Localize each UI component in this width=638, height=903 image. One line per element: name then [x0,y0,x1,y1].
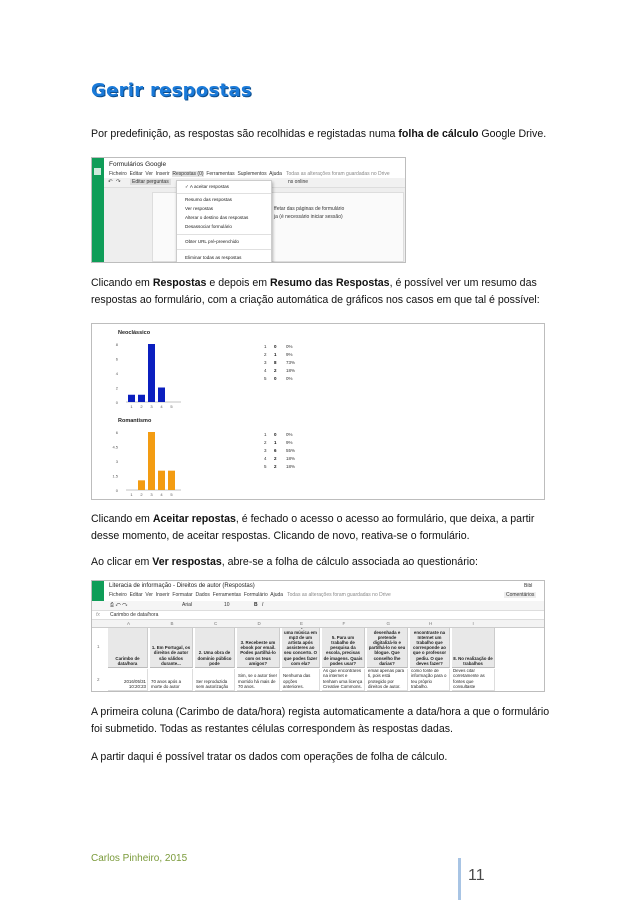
data-cell[interactable] [195,669,235,691]
menu-divider [177,193,271,194]
menu-item-resumo[interactable]: Resumo das respostas [185,197,232,202]
header-cell[interactable] [322,628,365,668]
text-run: Clicando em [91,513,153,525]
table-category: 4 [264,456,267,461]
bar [138,480,145,490]
header-text: desenhada e pretende digitalizá-lo e partilhá-lo no seu blogue. Que conselho lhe darias? [368,629,406,666]
table-category: 4 [264,368,267,373]
bold-run: Resumo das Respostas [270,277,390,289]
menu-ajuda[interactable]: Ajuda [270,592,284,598]
x-tick-label: 4 [160,492,163,497]
data-cell[interactable] [367,669,408,691]
cell-text: 70 anos após a morte do autor [151,678,182,689]
check-icon: ✓ [185,184,190,189]
menu-suplementos[interactable]: Suplementos [237,171,267,177]
sheet-menubar [109,592,391,598]
table-percent: 9% [286,440,293,445]
data-cell[interactable] [322,669,365,691]
view-paragraph [91,554,561,571]
text-run: , é fechado o acesso o acesso ao formulário, que deixa, a partir desse momento, de aceitar respostas. Clicando de novo, reativa-se o formulário. [91,513,535,542]
table-category: 3 [264,448,267,453]
table-percent: 0% [286,376,293,381]
y-tick-label: 1.5 [112,473,118,479]
header-text: 8. No realização de trabalhos [453,655,493,666]
menu-item-eliminar[interactable]: Eliminar todas as respostas [185,255,242,260]
table-percent: 0% [286,432,293,437]
table-percent: 55% [286,448,296,453]
header-text: uma música em mp3 de um artista após assisteres ao seu concerto. O que podes fazer com ela? [283,629,318,666]
table-category: 1 [264,344,267,349]
column-letter[interactable]: E [300,621,304,626]
italic-icon[interactable]: I [262,602,264,608]
y-tick-label: 3 [115,459,118,464]
table-percent: 0% [286,344,293,349]
sheet-screenshot [91,580,545,692]
bar [148,432,155,490]
forms-app-title: Formulários Google [109,161,167,168]
menu-item-desassociar[interactable]: Desassociar formulário [185,224,232,229]
print-icon[interactable]: ⎙ ↶ ↷ [110,602,128,608]
table-percent: 18% [286,464,296,469]
y-tick-label: 2 [115,385,118,391]
x-tick-label: 2 [140,492,143,497]
undo-icon[interactable]: ↶ [108,179,113,185]
column-letter[interactable]: C [214,621,218,626]
header-cell[interactable] [150,628,193,668]
font-size-select[interactable]: 10 [224,602,230,608]
bar [168,471,175,490]
header-text: encontraste na Internet um trabalho que corresponde ao que o professor pediu. O que deves fazer? [412,629,447,666]
menu-editar[interactable]: Editar [129,171,143,177]
y-tick-label: 4 [115,371,118,376]
x-tick-label: 3 [150,492,153,497]
row-number[interactable]: 2 [97,677,100,682]
header-cell[interactable] [282,628,320,668]
font-select[interactable]: Arial [182,602,193,608]
user-name: Bibl [524,583,533,589]
cell-text: As que encontrares na internet e tenham uma licença Creative Commons. [323,669,363,689]
header-text: 5. Para um trabalho de pesquisa da escola, precisas de imagens. Quais podes usar? [323,634,363,666]
menu-formatar[interactable]: Formatar [172,592,193,598]
menu-ficheiro[interactable]: Ficheiro [109,171,127,177]
menu-ver[interactable]: Ver [145,171,153,177]
menu-divider [177,234,271,235]
header-text: 3. Recebeste um ebook por email. Podes partilhá-lo com os teus amigos? [240,639,276,666]
bar [128,395,135,402]
cell-text: Sim, se o autor tiver morrido há mais de 70 anos. [238,673,278,689]
text-run: Google Drive. [478,128,547,140]
footer-author: Carlos Pinheiro, 2015 [91,853,188,864]
menu-ver[interactable]: Ver [145,592,153,598]
data-cell[interactable] [452,669,495,691]
table-count: 6 [274,448,277,453]
column-letter[interactable]: B [170,621,174,626]
text-run: Ao clicar em [91,556,153,568]
timestamp-paragraph: A primeira coluna (Carimbo de data/hora) regista automaticamente a data/hora a que o formulário foi submetido. Todas as restantes células correspondem às respostas dadas. [91,706,550,735]
page-number: 11 [468,867,485,884]
table-category: 3 [264,360,267,365]
sheet-toolbar [92,601,544,611]
closing-paragraph: A partir daqui é possível tratar os dados com operações de folha de cálculo. [91,751,448,763]
column-letter[interactable]: H [429,621,433,626]
header-cell[interactable] [195,628,235,668]
table-percent: 9% [286,352,293,357]
x-tick-label: 1 [130,492,133,497]
sheet-doc-title: Literacia de informação - Direitos de autor (Respostas) [109,583,255,589]
table-count: 2 [274,368,277,373]
table-count: 0 [274,432,277,437]
header-cell[interactable] [452,628,495,668]
column-letter[interactable]: A [127,621,131,626]
sheets-logo-icon [92,581,104,603]
x-tick-label: 3 [150,404,153,409]
bold-run: Respostas [152,277,207,289]
data-cell[interactable] [237,669,280,691]
cell-text: como fonte de informação para o teu próprio trabalho. [411,669,447,689]
y-tick-label: 6 [115,356,118,362]
bar [158,471,165,490]
header-text: 1. Em Portugal, os direitos de autor são válidos durante... [151,645,191,666]
table-category: 2 [264,352,267,357]
text-run: e depois em [206,277,271,289]
table-count: 1 [274,440,277,445]
intro-paragraph [91,126,561,143]
y-tick-label: 6 [115,430,118,435]
charts-screenshot [91,323,545,500]
header-text: Carimbo de data/hora [115,655,140,666]
data-cell[interactable] [150,669,193,691]
menu-ferramentas[interactable]: Ferramentas [212,592,242,598]
header-cell[interactable] [410,628,450,668]
y-tick-label: 0 [115,400,118,405]
save-status: Todas as alterações foram guardadas no Drive [287,592,391,598]
row-number[interactable]: 1 [97,644,100,649]
comments-button[interactable]: Comentários [506,592,535,598]
forms-menubar [109,171,390,177]
data-cell[interactable] [282,669,320,691]
forms-screenshot [91,157,406,263]
y-tick-label: 8 [115,342,118,347]
text-run: , é possível ver um resumo das respostas ao formulário, com a criação automática de gráficos nos casos em que tal é possível: [91,277,540,306]
formula-input[interactable]: Carimbo de data/hora [110,612,159,618]
bold-run: Ver respostas [152,556,222,568]
cell-text: Deves citar corretamente as fontes que consultaste [453,669,485,689]
data-cell[interactable] [108,669,148,691]
column-letter[interactable]: I [472,621,474,626]
table-count: 2 [274,464,277,469]
table-category: 1 [264,432,267,437]
menu-item-url-preenchido[interactable]: Obter URL pré-preenchido [185,239,239,244]
cell-text: Ser reproduzida sem autorização [196,678,229,689]
menu-item-alterar-destino[interactable]: Alterar o destino das respostas [185,215,249,220]
header-cell[interactable] [367,628,408,668]
bold-icon[interactable]: B [254,602,258,608]
menu-inserir[interactable]: Inserir [155,171,170,177]
tab-editar-perguntas[interactable]: Editar perguntas [132,179,169,185]
redo-icon[interactable]: ↷ [116,179,121,185]
table-count: 0 [274,344,277,349]
menu-inserir[interactable]: Inserir [155,592,170,598]
x-tick-label: 4 [160,404,163,409]
y-tick-label: 4.5 [112,444,118,450]
menu-ajuda[interactable]: Ajuda [269,171,282,177]
menu-ficheiro[interactable]: Ficheiro [109,592,127,598]
x-tick-label: 1 [130,404,133,409]
save-status: Todas as alterações foram guardadas no Drive [286,171,390,177]
column-letter[interactable]: F [342,621,346,626]
formula-bar [92,611,544,620]
charts-svg [92,324,544,499]
chart-title: Romantismo [118,418,152,424]
cell-text: 2016/05/31 10:20:23 [124,678,146,689]
bar [138,395,145,402]
table-percent: 73% [286,360,296,365]
header-text: 2. Uma obra de domínio público pode [197,650,232,666]
text-run: Clicando em [91,277,153,289]
chart-title: Neoclássico [118,330,151,336]
header-cell[interactable] [237,628,280,668]
summary-paragraph [91,275,561,309]
column-letter[interactable]: G [386,621,391,626]
data-cell[interactable] [410,669,450,691]
menu-item-ver-respostas[interactable]: Ver respostas [185,206,214,211]
bold-run: Aceitar repostas [152,513,236,525]
cell-text: Nenhuma das opções anteriores. [283,673,311,689]
panel-text: ffetar das páginas de formulário [274,206,345,212]
bold-run: folha de cálculo [398,128,479,140]
cell-text: email apenas para ti, pois está protegido por direitos de autor. [368,669,405,689]
text-run: , abre-se a folha de cálculo associada ao questionário: [221,556,478,568]
table-category: 5 [264,376,267,381]
menu-dados[interactable]: Dados [195,592,210,598]
accept-paragraph [91,511,561,545]
panel-text: ja (é necessário iniciar sessão) [274,214,343,220]
page-number-rule [458,858,461,900]
x-tick-label: 5 [170,404,173,409]
column-header-row [92,620,544,628]
table-category: 2 [264,440,267,445]
forms-logo-icon [94,168,101,175]
text-run: Por predefinição, as respostas são recolhidas e registadas numa [91,128,399,140]
y-tick-label: 0 [115,488,118,493]
table-percent: 18% [286,456,296,461]
menu-item-aceitar[interactable]: ✓ A aceitar respostas [185,184,229,189]
menu-respostas[interactable]: Respostas (0) [172,171,204,177]
table-count: 2 [274,456,277,461]
menu-editar[interactable]: Editar [129,592,143,598]
bar [148,344,155,402]
table-count: 8 [274,360,277,365]
x-tick-label: 2 [140,404,143,409]
menu-formulario[interactable]: Formulário [243,592,268,598]
table-count: 1 [274,352,277,357]
section-title: Gerir respostas [91,80,252,101]
respostas-dropdown [176,180,272,263]
table-count: 0 [274,376,277,381]
table-category: 5 [264,464,267,469]
toolbar-right-text: ns online [288,179,309,185]
menu-ferramentas[interactable]: Ferramentas [206,171,235,177]
x-tick-label: 5 [170,492,173,497]
fx-icon: fx [96,612,100,618]
menu-divider [177,249,271,250]
column-letter[interactable]: D [257,621,261,626]
header-cell[interactable] [108,628,148,668]
bar [158,388,165,403]
table-percent: 18% [286,368,296,373]
